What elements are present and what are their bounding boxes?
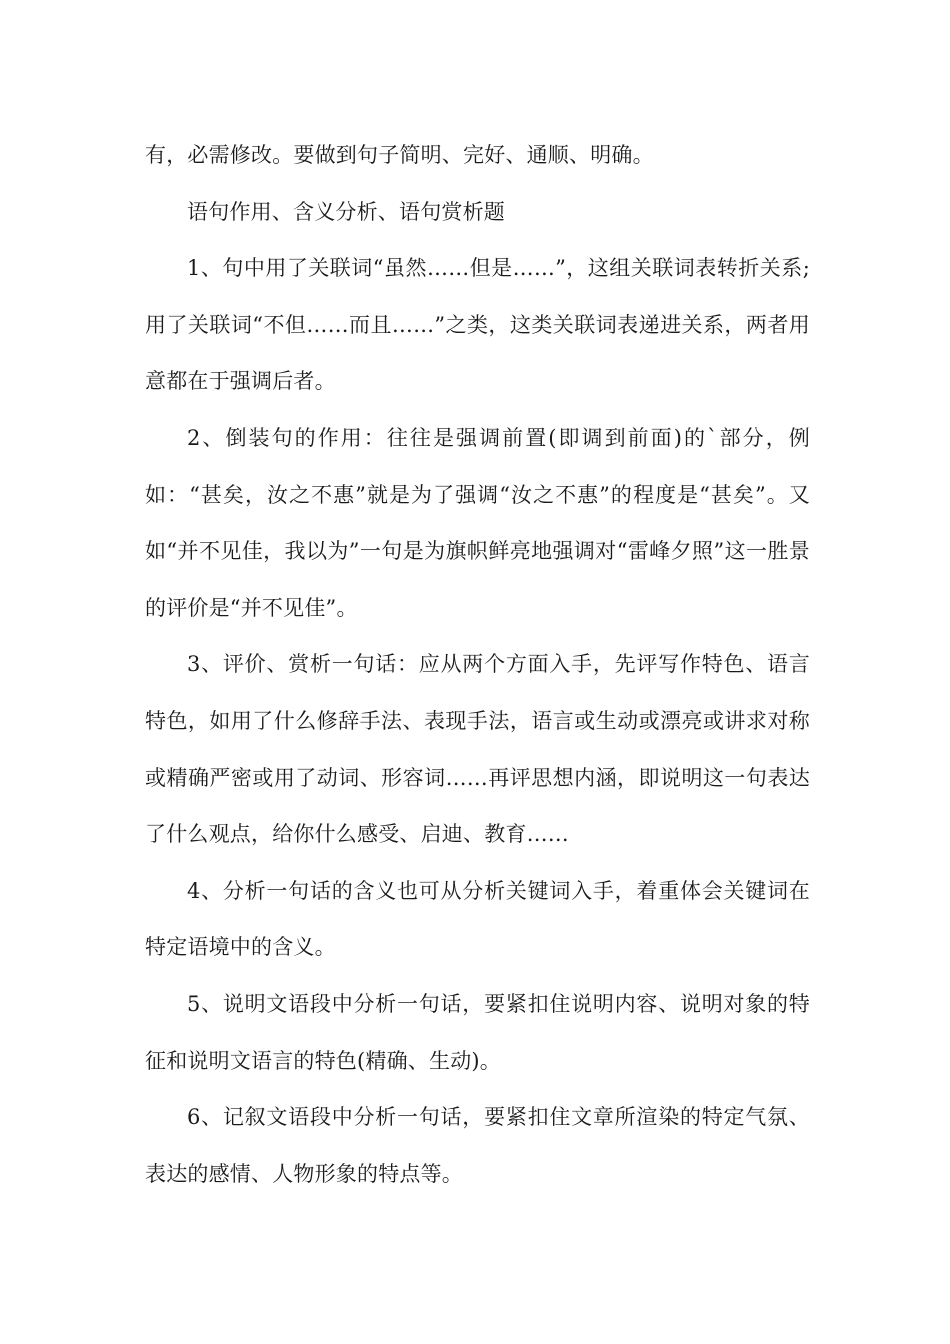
paragraph-item-6: 6、记叙文语段中分析一句话，要紧扣住文章所渲染的特定气氛、表达的感情、人物形象的特点等。 — [145, 1105, 810, 1186]
paragraph-item-1: 1、句中用了关联词“虽然……但是……”，这组关联词表转折关系;用了关联词“不但……而且……”之类，这类关联词表递进关系，两者用意都在于强调后者。 — [145, 256, 810, 394]
document-body — [145, 127, 810, 1202]
section-heading: 语句作用、含义分析、语句赏析题 — [187, 199, 505, 224]
paragraph-item-5: 5、说明文语段中分析一句话，要紧扣住说明内容、说明对象的特征和说明文语言的特色(精确、生动)。 — [145, 991, 810, 1073]
paragraph-continuation: 有，必需修改。要做到句子简明、完好、通顺、明确。 — [145, 143, 654, 167]
paragraph-item-2: 2、倒装句的作用：往往是强调前置(即调到前面)的`部分，例如：“甚矣，汝之不惠”就是为了强调“汝之不惠”的程度是“甚矣”。又如“并不见佳，我以为”一句是为旗帜鲜亮地强调对“雷峰夕照”这一胜景的评价是“并不见佳”。 — [145, 425, 810, 620]
paragraph-item-3: 3、评价、赏析一句话：应从两个方面入手，先评写作特色、语言特色，如用了什么修辞手法、表现手法，语言或生动或漂亮或讲求对称或精确严密或用了动词、形容词……再评思想内涵，即说明这一句表达了什么观点，给你什么感受、启迪、教育…… — [145, 652, 810, 847]
paragraph-item-4: 4、分析一句话的含义也可从分析关键词入手，着重体会关键词在特定语境中的含义。 — [145, 878, 810, 960]
